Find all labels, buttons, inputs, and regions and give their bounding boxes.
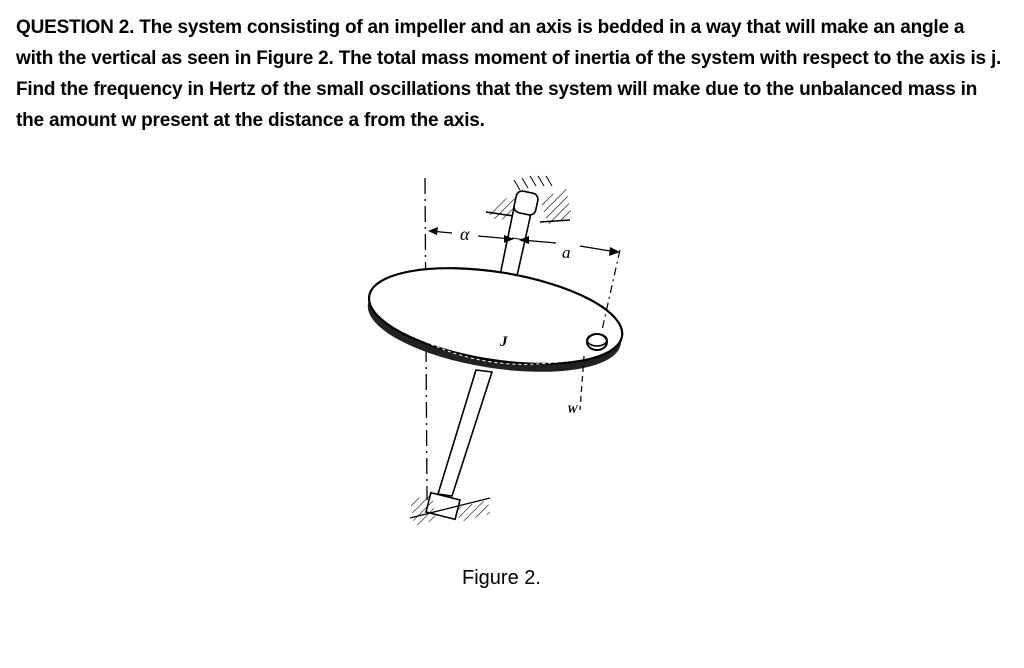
impeller-disc <box>361 253 629 388</box>
weight-label: W <box>567 402 578 416</box>
question-text: QUESTION 2. The system consisting of an impeller and an axis is bedded in a way that will make an angle a with the vertical as seen in Figure 2. The total mass moment of inertia of the system with respect to the axis is j. Find the frequency in Hertz of the small oscillations that the system will make due to the unbalanced mass in the amount w present at the distance a from the axis. <box>16 17 1002 131</box>
angle-dimension <box>428 227 514 243</box>
inertia-label: J <box>500 334 508 350</box>
unbalanced-mass <box>587 334 607 350</box>
figure-caption: Figure 2. <box>462 567 541 589</box>
bottom-bearing-support <box>410 493 490 526</box>
angle-label: α <box>460 224 470 244</box>
distance-label: a <box>562 243 571 262</box>
lower-shaft <box>438 370 492 496</box>
